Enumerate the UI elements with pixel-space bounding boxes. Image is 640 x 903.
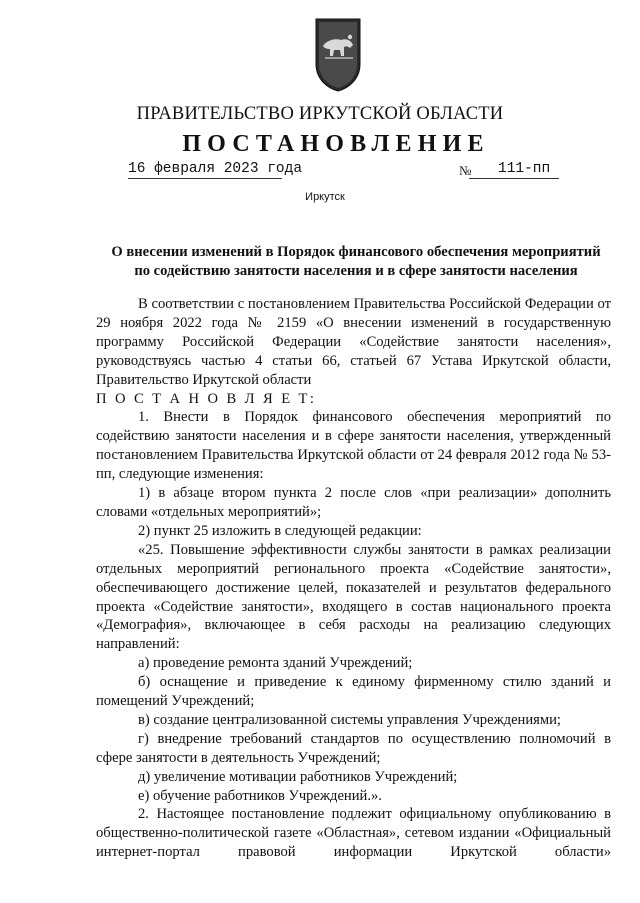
document-title	[96, 243, 616, 281]
document-body	[96, 295, 611, 862]
coat-of-arms-emblem	[313, 16, 363, 92]
list-item-a: а) проведение ремонта зданий Учреждений;	[138, 655, 413, 672]
list-item-d: д) увеличение мотивации работников Учреждений;	[138, 768, 458, 785]
list-item-v: в) создание централизованной системы управления Учреждениями;	[138, 711, 561, 728]
paragraph-1-item-1: 1) в абзаце втором пункта 2 после слов «при реализации» дополнить словами «отдельных мероприятий»;	[96, 485, 611, 520]
paragraph-2: 2. Настоящее постановление подлежит официальному опубликованию в общественно-политической газете «Областная», сетевом издании «Официальный интернет-портал правовой информации Иркутской области»	[96, 806, 611, 861]
number-underline	[469, 178, 559, 179]
date-underline	[128, 178, 282, 179]
number-sign: №	[459, 163, 472, 178]
city-name: Иркутск	[305, 191, 345, 203]
paragraph-25: «25. Повышение эффективности службы занятости в рамках реализации отдельных мероприятий регионального проекта «Содействие занятости», обеспечивающего достижение целей, показателей и результатов федерального проекта «Содействие занятости», входящего в состав национального проекта «Демография», включающее в себя расходы на реализацию следующих направлений:	[96, 541, 611, 653]
list-item-b: б) оснащение и приведение к единому фирменному стилю зданий и помещений Учреждений;	[96, 674, 611, 710]
title-line: О внесении изменений в Порядок финансового обеспечения мероприятий	[111, 244, 601, 260]
list-item-e: е) обучение работников Учреждений.».	[138, 787, 382, 804]
preamble-paragraph: В соответствии с постановлением Правительства Российской Федерации от 29 ноября 2022 года № 2159 «О внесении изменений в государственную программу Российской Федерации «Содействие занятости населения», руководствуясь частью 4 статьи 66, статьей 67 Устава Иркутской области, Правительство Иркутской области	[96, 296, 611, 388]
paragraph-1: 1. Внести в Порядок финансового обеспечения мероприятий по содействию занятости населения и в сфере занятости населения, утвержденный постановлением Правительства Иркутской области от 24 февраля 2012 года № 53-пп, следующие изменения:	[96, 409, 611, 483]
document-date: 16 февраля 2023 года	[128, 161, 303, 177]
paragraph-1-item-2: 2) пункт 25 изложить в следующей редакции:	[138, 522, 422, 539]
list-item-g: г) внедрение требований стандартов по осуществлению полномочий в сфере занятости в деятельность Учреждений;	[96, 730, 611, 766]
resolves-heading: П О С Т А Н О В Л Я Е Т:	[96, 390, 317, 407]
document-type: ПОСТАНОВЛЕНИЕ	[182, 131, 490, 157]
title-line: по содействию занятости населения и в сфере занятости населения	[134, 263, 578, 279]
organization-name: ПРАВИТЕЛЬСТВО ИРКУТСКОЙ ОБЛАСТИ	[136, 104, 504, 124]
document-number: 111-пп	[498, 161, 551, 177]
